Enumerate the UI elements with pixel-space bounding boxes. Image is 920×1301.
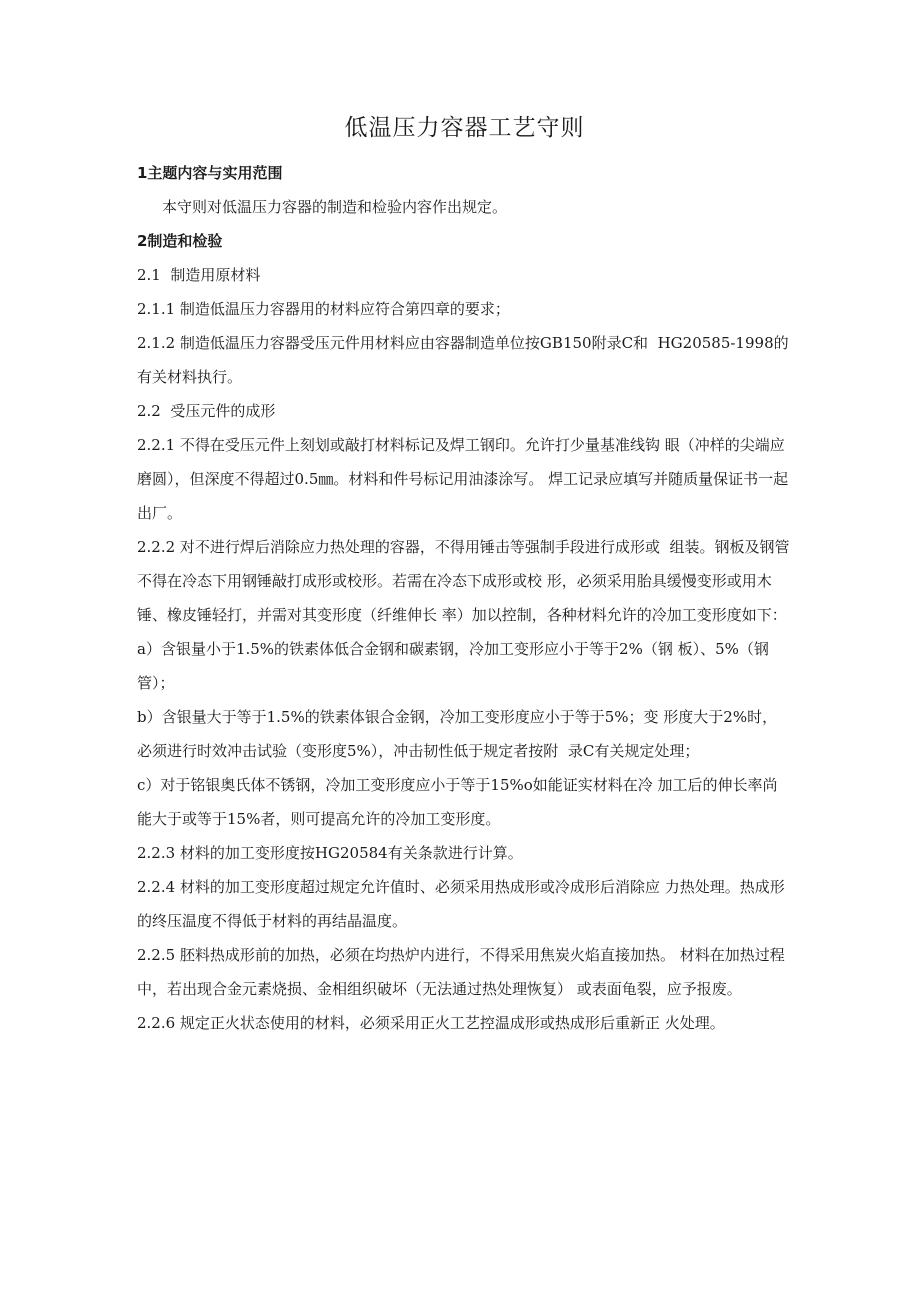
para-2-2-6: 2.2.6 规定正火状态使用的材料，必须采用正火工艺控温成形或热成形后重新正 火处理。 xyxy=(137,1014,725,1032)
para-2-2-5: 2.2.5 胚料热成形前的加热，必须在均热炉内进行，不得采用焦炭火焰直接加热。 材料在加热过程中，若出现合金元素烧损、金相组织破坏（无法通过热处理恢复） 或表面龟裂，应予报废。 xyxy=(137,946,785,998)
heading-scope: 1主题内容与实用范围 xyxy=(137,164,283,182)
para-item-b: b）含银量大于等于1.5%的铁素体银合金钢，冷加工变形度应小于等于5%；变 形度大于2%时，必须进行时效冲击试验（变形度5%），冲击韧性低于规定者按附 录C有关规定处理； xyxy=(137,708,778,760)
para-2-2-4: 2.2.4 材料的加工变形度超过规定允许值时、必须采用热成形或冷成形后消除应 力热处理。热成形的终压温度不得低于材料的再结晶温度。 xyxy=(137,878,785,930)
para-2-1-2: 2.1.2 制造低温压力容器受压元件用材料应由容器制造单位按GB150附录C和 HG20585-1998的有关材料执行。 xyxy=(137,334,789,386)
para-scope-text: 本守则对低温压力容器的制造和检验内容作出规定。 xyxy=(162,198,508,216)
para-item-a: a）含银量小于1.5%的铁素体低合金钢和碳素钢，冷加工变形应小于等于2%（钢 板）、5%（钢管）； xyxy=(137,640,769,692)
para-2-1-1: 2.1.1 制造低温压力容器用的材料应符合第四章的要求； xyxy=(137,300,510,318)
para-2-2-3: 2.2.3 材料的加工变形度按HG20584有关条款进行计算。 xyxy=(137,844,523,862)
para-2-1: 2.1 制造用原材料 xyxy=(137,266,261,284)
para-2-2-1: 2.2.1 不得在受压元件上刻划或敲打材料标记及焊工钢印。允许打少量基准线钩 眼（冲样的尖端应磨圆），但深度不得超过0.5㎜。材料和件号标记用油漆涂写。 焊工记录应填写并随质量保证书一起出厂。 xyxy=(137,436,789,522)
para-2-2: 2.2 受压元件的成形 xyxy=(137,402,276,420)
para-item-c: c）对于铭银奥氏体不锈钢，冷加工变形度应小于等于15%o如能证实材料在冷 加工后的伸长率尚能大于或等于15%者，则可提高允许的冷加工变形度。 xyxy=(137,776,778,828)
document-title: 低温压力容器工艺守则 xyxy=(344,115,585,141)
heading-manufacture: 2制造和检验 xyxy=(137,232,223,250)
para-2-2-2: 2.2.2 对不进行焊后消除应力热处理的容器，不得用锤击等强制手段进行成形或 组装。钢板及钢管不得在冷态下用钢锤敲打成形或校形。若需在冷态下成形或校 形，必须采用胎具缓慢变形或用木锤、橡皮锤轻打，并需对其变形度（纤维伸长 率）加以控制，各种材料允许的冷加工变形度如下： xyxy=(137,538,790,624)
